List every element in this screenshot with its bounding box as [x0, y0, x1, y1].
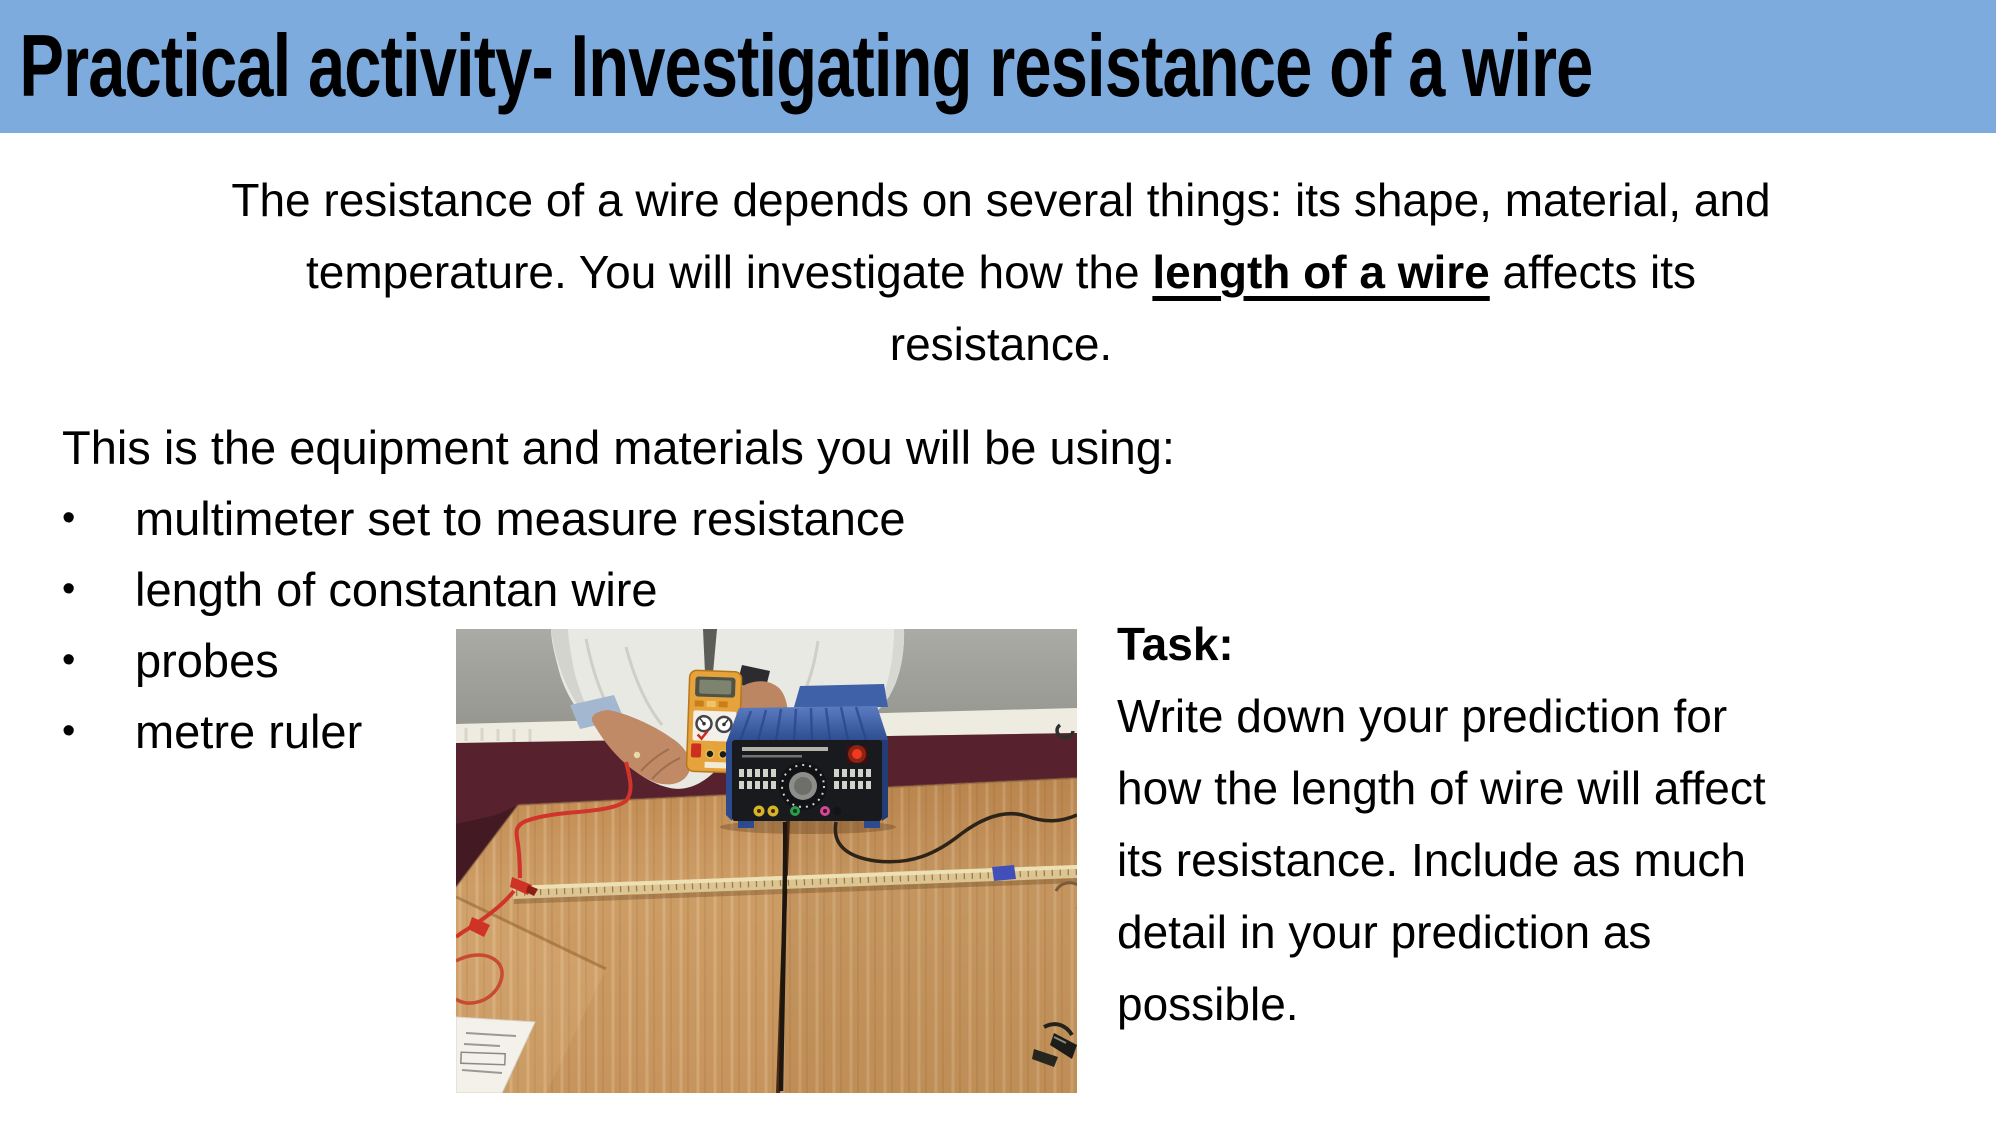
meter-switch	[691, 743, 701, 757]
task-panel	[1117, 608, 1947, 1040]
intro-line-2: temperature. You will investigate how the length of a wire affects its	[305, 246, 1697, 298]
task-line: Write down your prediction for	[1117, 690, 1728, 742]
task-line: detail in your prediction as	[1117, 906, 1652, 958]
equipment-photo	[456, 629, 1077, 1093]
emphasised-phrase: length of a wire	[1152, 246, 1490, 298]
task-heading: Task:	[1117, 618, 1234, 670]
intro-line-3: resistance.	[889, 318, 1113, 370]
slide-title: Practical activity- Investigating resistance of a wire	[19, 17, 1593, 116]
tape-marker	[992, 865, 1016, 881]
equipment-heading: This is the equipment and materials you will be using:	[62, 421, 1175, 474]
title-banner	[0, 0, 1996, 133]
intro-paragraph	[101, 164, 1901, 380]
list-item	[62, 554, 1175, 625]
bullet-icon: •	[62, 568, 76, 610]
equipment-item-label: metre ruler	[135, 705, 363, 758]
ring	[634, 752, 640, 758]
task-line: its resistance. Include as much	[1117, 834, 1746, 886]
intro-line-1: The resistance of a wire depends on several things: its shape, material, and	[231, 174, 1771, 226]
bullet-icon: •	[62, 710, 76, 752]
bullet-icon: •	[62, 639, 76, 681]
equipment-item-label: length of constantan wire	[135, 563, 658, 616]
task-line: possible.	[1117, 978, 1299, 1030]
equipment-item-label: probes	[135, 634, 279, 687]
task-line: how the length of wire will affect	[1117, 762, 1766, 814]
bullet-icon: •	[62, 497, 76, 539]
equipment-item-label: multimeter set to measure resistance	[135, 492, 906, 545]
list-item	[62, 483, 1175, 554]
